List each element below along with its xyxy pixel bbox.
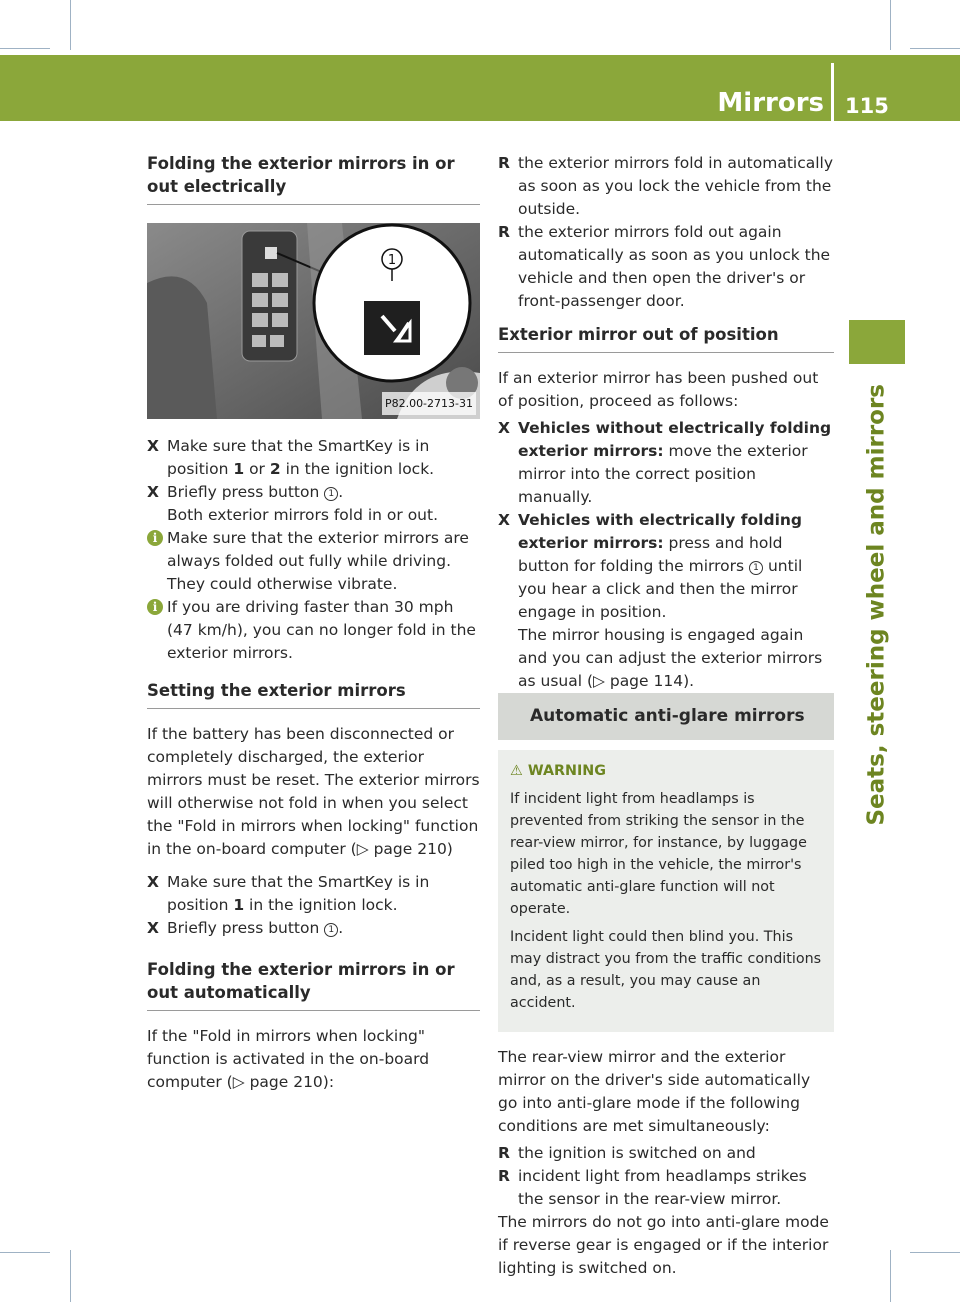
anti-glare-bullet-2: R incident light from headlamps strikes the sensor in the rear-view mirror. [498,1167,807,1208]
step-without-folding: X Vehicles without electrically folding exterior mirrors: move the exterior mirror into the correct position manually. [498,419,832,506]
step-2: X Briefly press button 1 . Both exterior mirrors fold in or out. [147,483,439,524]
anti-glare-paragraph: The rear-view mirror and the exterior mirror on the driver's side automatically go into anti-glare mode if the following conditions are met simultaneously: [498,1048,811,1135]
info-icon: i [147,530,163,546]
chapter-tab [849,320,905,364]
out-of-position-paragraph: If an exterior mirror has been pushed out of position, proceed as follows: [498,369,819,410]
anti-glare-closing: The mirrors do not go into anti-glare mode if reverse gear is engaged or if the interior lighting is switched on. [498,1213,829,1277]
info-note-2: i If you are driving faster than 30 mph (47 km/h), you can no longer fold in the exterior mirrors. [147,596,480,665]
auto-bullet-1: R the exterior mirrors fold in automatically as soon as you lock the vehicle from the outside. [498,154,834,218]
header-divider [831,63,834,121]
figure-label: P82.00-2713-31 [382,392,476,415]
warning-title: ⚠ WARNING [510,763,606,779]
heading-setting: Setting the exterior mirrors [147,679,480,709]
heading-out-of-position: Exterior mirror out of position [498,323,834,353]
auto-bullet-2: R the exterior mirrors fold out again automatically as soon as you unlock the vehicle and then open the driver's or front-passenger door. [498,223,831,310]
info-note-1: i Make sure that the exterior mirrors are always folded out fully while driving. They could otherwise vibrate. [147,527,480,596]
crop-mark [70,0,71,50]
figure-callout: 1 [387,253,397,268]
automatic-paragraph: If the "Fold in mirrors when locking" function is activated in the on-board computer (▷ page 210): [147,1027,430,1091]
step-with-folding: X Vehicles with electrically folding exterior mirrors: press and hold button for folding the mirrors 1 until you hear a click and then the mirror engage in position. The mirror housing is engaged again and you can adjust the exterior mirrors as usual (▷ page 114). [498,511,823,690]
info-icon: i [147,599,163,615]
step-1: X Make sure that the SmartKey is in position 1 or 2 in the ignition lock. [147,437,435,478]
callout-1-icon: 1 [324,487,338,501]
page-number: 115 [845,94,889,118]
section-title: Mirrors [717,88,824,118]
crop-mark [0,1252,50,1253]
crop-mark [70,1250,71,1302]
right-column [498,152,834,1280]
warning-triangle-icon: ⚠ [510,763,523,779]
door-switch-figure [147,223,480,419]
heading-electric: Folding the exterior mirrors in or out electrically [147,152,480,205]
crop-mark [890,0,891,50]
left-column [147,152,480,1094]
step-3: X Make sure that the SmartKey is in position 1 in the ignition lock. [147,873,430,914]
warning-box [498,750,834,1032]
warning-text-1: If incident light from headlamps is prevented from striking the sensor in the rear-view mirror, for instance, by luggage piled too high in the vehicle, the mirror's automatic anti-glare function will not operate. [510,791,807,917]
crop-mark [890,1250,891,1302]
crop-mark [0,48,50,49]
crop-mark [910,1252,960,1253]
warning-text-2: Incident light could then blind you. This may distract you from the traffic conditions and, as a result, you may cause an accident. [510,929,822,1011]
callout-1-icon: 1 [324,923,338,937]
heading-automatic: Folding the exterior mirrors in or out automatically [147,958,480,1011]
callout-1-icon: 1 [749,561,763,575]
setting-paragraph: If the battery has been disconnected or completely discharged, the exterior mirrors must be reset. The exterior mirrors will otherwise not fold in when you select the "Fold in mirrors when locking" function in the on-board computer (▷ page 210) [147,725,480,858]
section-anti-glare: Automatic anti-glare mirrors [498,693,834,740]
crop-mark [910,48,960,49]
step-4: X Briefly press button 1 . [147,919,344,937]
anti-glare-bullet-1: R the ignition is switched on and [498,1144,756,1162]
door-switch-illustration [147,223,480,419]
